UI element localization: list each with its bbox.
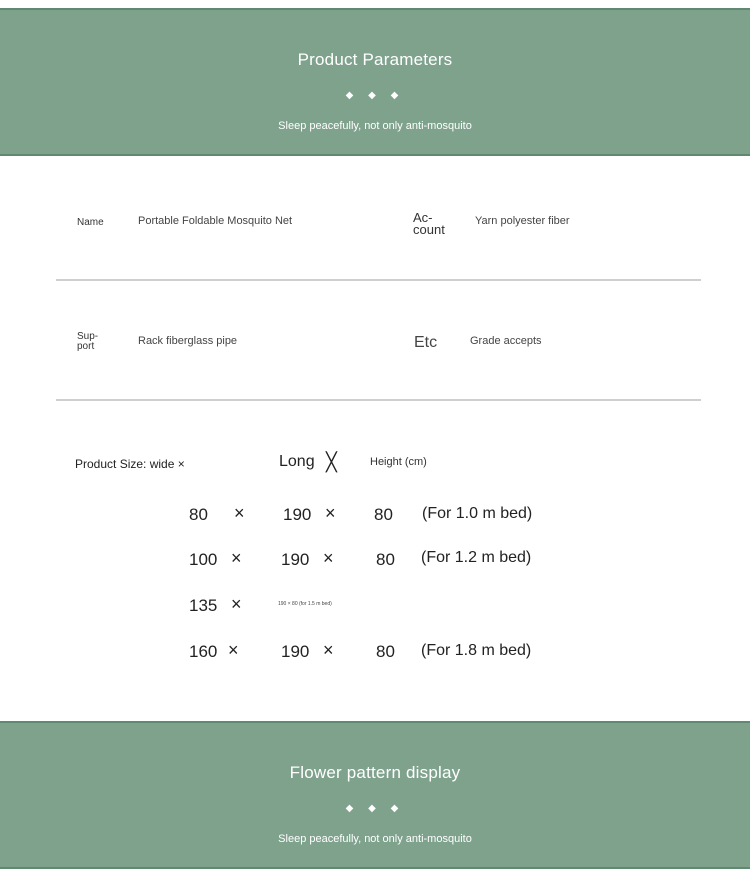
- footer-banner: [0, 721, 750, 869]
- section-subtitle: Sleep peacefully, not only anti-mosquito: [278, 120, 472, 132]
- size-note: (For 1.2 m bed): [421, 549, 532, 566]
- times-icon: ×: [228, 640, 239, 660]
- param-label-support-line1: Sup-: [77, 331, 99, 342]
- size-header-height: Height (cm): [370, 456, 427, 468]
- diamond-dots-icon: ◆ ◆ ◆: [345, 803, 405, 814]
- times-icon: ×: [234, 503, 245, 523]
- param-label-account: [413, 212, 445, 236]
- section-title: Flower pattern display: [289, 763, 461, 782]
- size-header-wide: Product Size: wide ×: [75, 457, 185, 471]
- param-label-etc: Etc: [414, 334, 438, 351]
- section-subtitle: Sleep peacefully, not only anti-mosquito: [278, 833, 472, 845]
- times-icon: ×: [323, 640, 334, 660]
- size-note-small: 190 × 80 (for 1.5 m bed): [278, 601, 332, 607]
- divider: [56, 399, 701, 401]
- times-icon: ×: [323, 548, 334, 568]
- param-label-account-line1: Ac-: [413, 210, 433, 225]
- param-value-support: Rack fiberglass pipe: [138, 335, 238, 347]
- times-icon: ×: [325, 503, 336, 523]
- size-long: 190: [281, 550, 310, 569]
- times-icon: ×: [231, 594, 242, 614]
- param-label-account-line2: count: [413, 222, 445, 237]
- size-long: 190: [281, 642, 310, 661]
- size-height: 80: [376, 642, 395, 661]
- size-note: (For 1.8 m bed): [421, 642, 532, 659]
- diamond-dots-icon: ◆ ◆ ◆: [345, 90, 405, 101]
- size-wide: 160: [189, 642, 218, 661]
- size-note: (For 1.0 m bed): [422, 505, 533, 522]
- header-banner: [0, 8, 750, 156]
- times-icon: ×: [231, 548, 242, 568]
- param-label-name: Name: [77, 217, 104, 228]
- size-wide: 135: [189, 596, 218, 615]
- size-long: 190: [283, 505, 312, 524]
- divider: [56, 279, 701, 281]
- section-title: Product Parameters: [297, 50, 453, 69]
- size-wide: 100: [189, 550, 218, 569]
- param-label-support: [77, 332, 98, 352]
- size-height: 80: [376, 550, 395, 569]
- param-value-account: Yarn polyester fiber: [475, 215, 570, 227]
- param-value-etc: Grade accepts: [470, 335, 542, 347]
- size-header-long: Long: [279, 453, 315, 470]
- param-value-name: Portable Foldable Mosquito Net: [138, 215, 293, 227]
- size-wide: 80: [189, 505, 208, 524]
- param-label-support-line2: port: [77, 341, 95, 352]
- times-icon: ╳: [326, 452, 337, 472]
- size-height: 80: [374, 505, 393, 524]
